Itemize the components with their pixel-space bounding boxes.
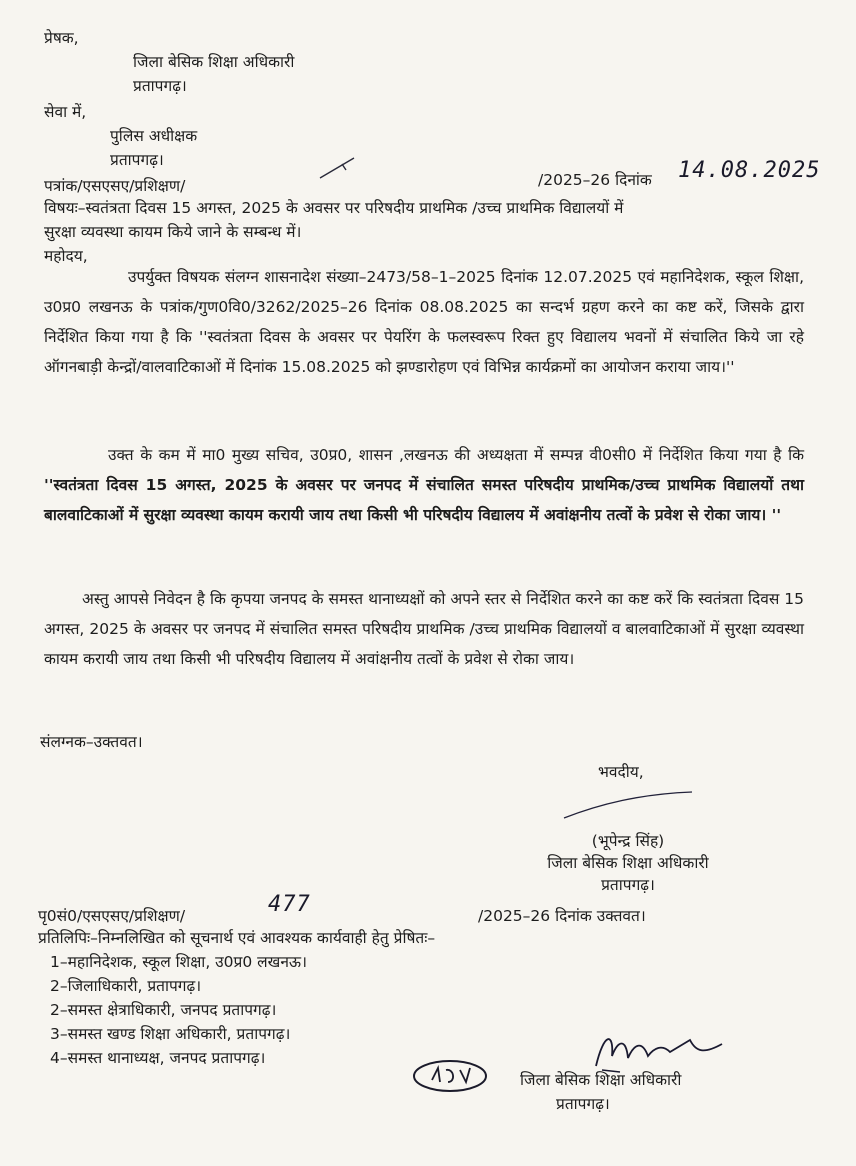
- signatory-designation: जिला बेसिक शिक्षा अधिकारी: [547, 854, 709, 872]
- handwritten-date: 14.08.2025: [678, 158, 821, 183]
- subject-line-2: सुरक्षा व्यवस्था कायम किये जाने के सम्बन्ध में।: [44, 223, 302, 241]
- copy-reference-date: /2025–26 दिनांक उक्तवत।: [478, 907, 646, 925]
- copy-to-item: 2–समस्त क्षेत्राधिकारी, जनपद प्रतापगढ़।: [50, 1001, 277, 1019]
- sender-designation: जिला बेसिक शिक्षा अधिकारी: [133, 53, 295, 71]
- sender-label: प्रेषक,: [44, 29, 79, 47]
- sender-place: प्रतापगढ़।: [133, 77, 187, 95]
- handwritten-dispatch-number: 477: [268, 892, 311, 917]
- recipient-designation: पुलिस अधीक्षक: [110, 127, 198, 145]
- enclosure: संलग्नक–उक्तवत।: [40, 733, 143, 751]
- reference-prefix: पत्रांक/एसएसए/प्रशिक्षण/: [44, 177, 186, 195]
- copy-to-item: 2–जिलाधिकारी, प्रतापगढ़।: [50, 977, 202, 995]
- salutation: महोदय,: [44, 247, 88, 265]
- signatory-place: प्रतापगढ़।: [601, 876, 655, 894]
- copy-to-heading: प्रतिलिपिः–निम्नलिखित को सूचनार्थ एवं आवश्यक कार्यवाही हेतु प्रेषितः–: [38, 929, 436, 947]
- paragraph-1: उपर्युक्त विषयक संलग्न शासनादेश संख्या–2473/58–1–2025 दिनांक 12.07.2025 एवं महानिदेशक, स्कूल शिक्षा, उ0प्र0 लखनऊ के पत्रांक/गुण0वि0/3262/2025–26 दिनांक 08.08.2025 का सन्दर्भ ग्रहण करने का कष्ट करें, जिसके द्वारा निर्देशित किया गया है कि ''स्वतंत्रता दिवस के अवसर पर पेयरिंग के फलस्वरूप रिक्त हुए विद्यालय भवनों में संचालित किये जा रहे ऑगनबाड़ी केन्द्रों/वालवाटिकाओं में दिनांक 15.08.2025 को झण्डारोहण एवं विभिन्न कार्यक्रमों का आयोजन कराया जाय।'': [44, 268, 804, 376]
- footer-place: प्रतापगढ़।: [556, 1095, 610, 1113]
- initial-mark: [318, 150, 358, 184]
- paragraph-2-quote: ''स्वतंत्रता दिवस 15 अगस्त, 2025 के अवसर पर जनपद में संचालित समस्त परिषदीय प्राथमिक/उच्च प्राथमिक विद्यालयों तथा बालवाटिकाओं में सुरक्षा व्यवस्था कायम करायी जाय तथा किसी भी परिषदीय विद्यालय में अवांक्षनीय तत्वों के प्रवेश से रोका जाय। '': [44, 476, 804, 524]
- paragraph-3: अस्तु आपसे निवेदन है कि कृपया जनपद के समस्त थानाध्यक्षों को अपने स्तर से निर्देशित करने का कष्ट करें कि स्वतंत्रता दिवस 15 अगस्त, 2025 के अवसर पर जनपद में संचालित समस्त परिषदीय प्राथमिक /उच्च प्राथमिक विद्यालयों व बालवाटिकाओं में सुरक्षा व्यवस्था कायम करायी जाय तथा किसी भी परिषदीय विद्यालय में अवांक्षनीय तत्वों के प्रवेश से रोका जाय।: [44, 590, 804, 668]
- signature-block: [518, 830, 738, 896]
- circled-number-mark: [410, 1058, 490, 1094]
- copy-to-item: 4–समस्त थानाध्यक्ष, जनपद प्रतापगढ़।: [50, 1049, 266, 1067]
- copy-reference-prefix: पृ0सं0/एसएसए/प्रशिक्षण/: [38, 907, 186, 925]
- recipient-place: प्रतापगढ़।: [110, 151, 164, 169]
- footer-designation: जिला बेसिक शिक्षा अधिकारी: [520, 1071, 682, 1089]
- recipient-label: सेवा में,: [44, 103, 87, 121]
- closing: भवदीय,: [598, 763, 644, 781]
- copy-to-item: 3–समस्त खण्ड शिक्षा अधिकारी, प्रतापगढ़।: [50, 1025, 291, 1043]
- paragraph-2: [44, 440, 804, 530]
- paragraph-2-lead: उक्त के कम में मा0 मुख्य सचिव, उ0प्र0, शासन ,लखनऊ की अध्यक्षता में सम्पन्न वी0सी0 में निर्देशित किया गया है कि: [108, 446, 804, 464]
- signatory-name: (भूपेन्द्र सिंह): [591, 832, 665, 850]
- subject-line-1: विषयः–स्वतंत्रता दिवस 15 अगस्त, 2025 के अवसर पर परिषदीय प्राथमिक /उच्च प्राथमिक विद्यालयों में: [44, 199, 624, 217]
- reference-year-date-label: /2025–26 दिनांक: [538, 171, 652, 189]
- signature-scribble: [560, 786, 700, 826]
- copy-to-item: 1–महानिदेशक, स्कूल शिक्षा, उ0प्र0 लखनऊ।: [50, 953, 307, 971]
